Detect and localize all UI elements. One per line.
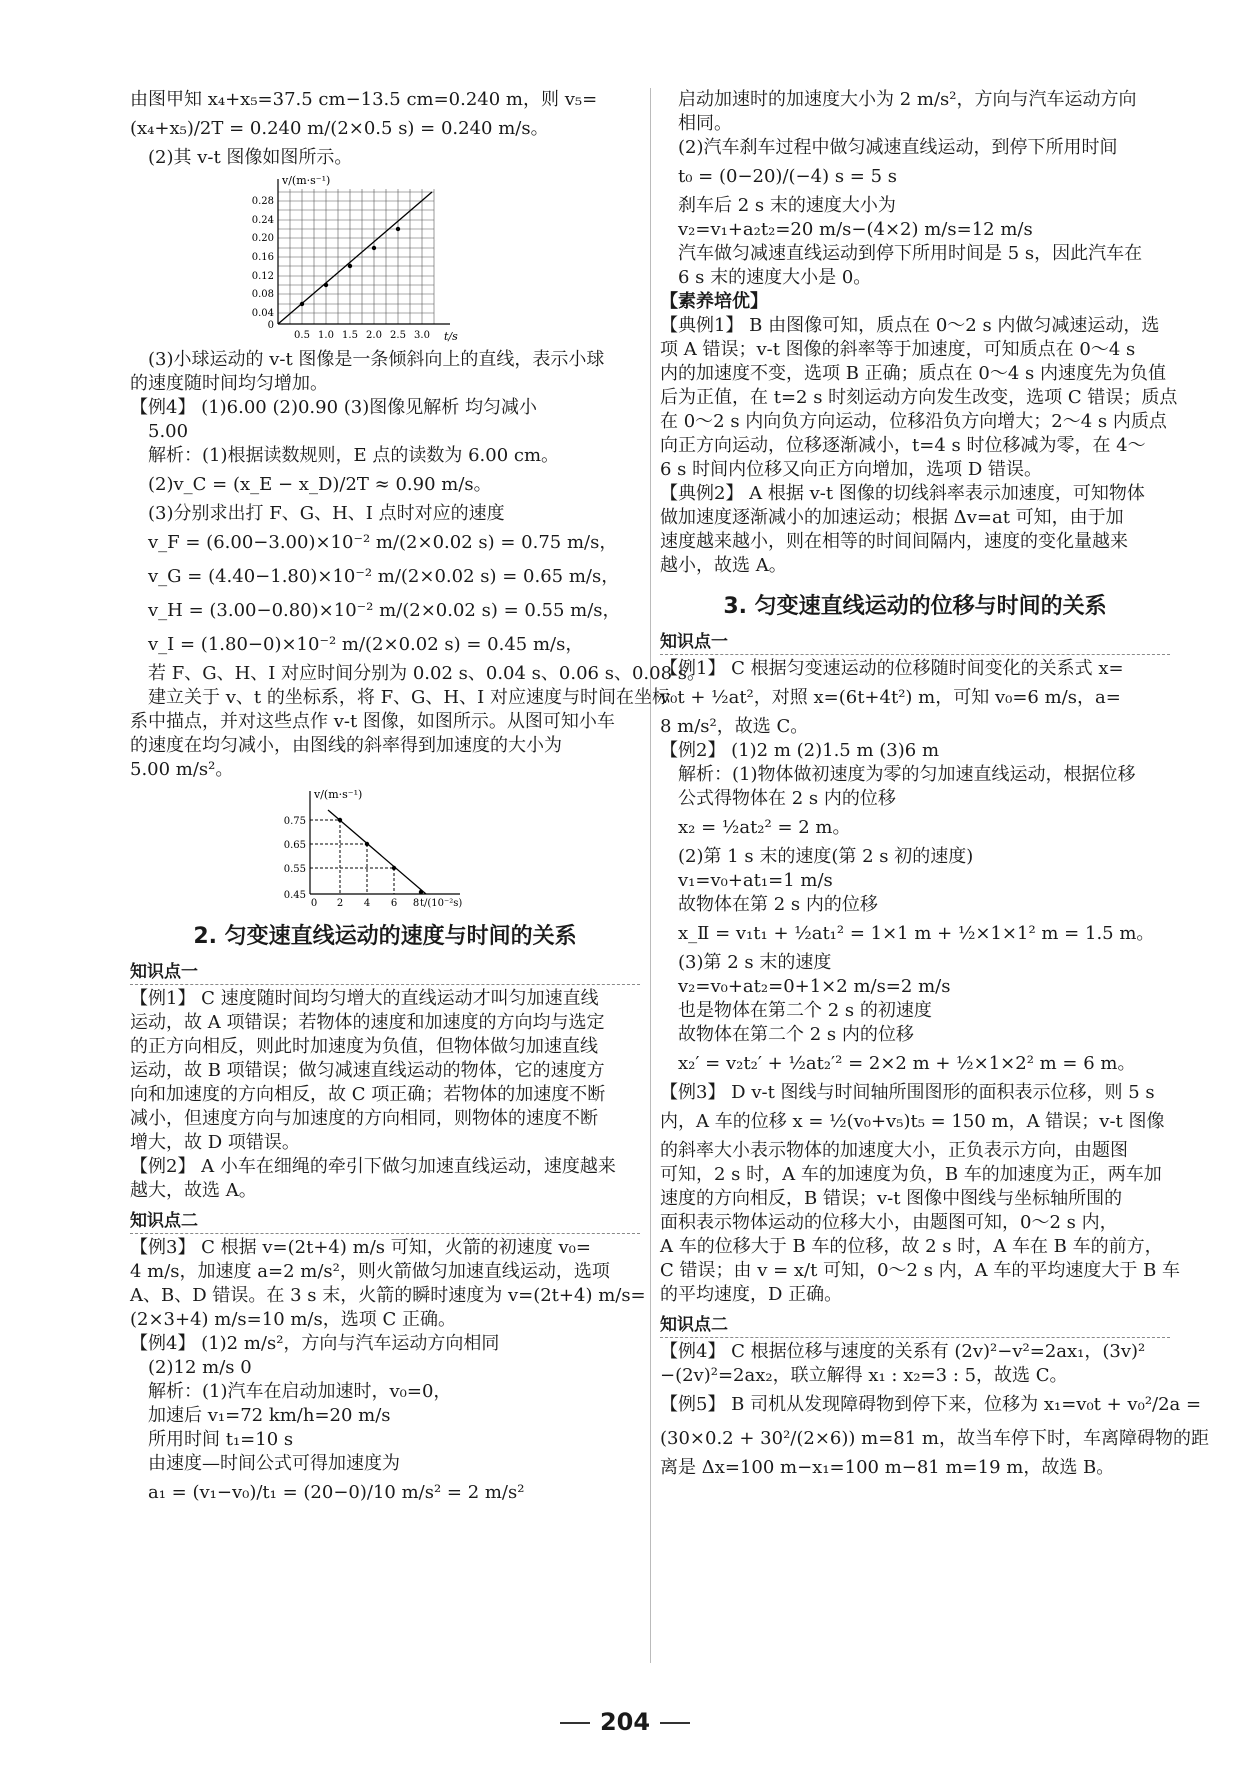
text-line: 启动加速时的加速度大小为 2 m/s²，方向与汽车运动方向 [678, 89, 1137, 110]
text-line: v_I = (1.80−0)×10⁻² m/(2×0.02 s) = 0.45 m/s， [148, 634, 584, 655]
text-line: A 车的位移大于 B 车的位移，故 2 s 时，A 车在 B 车的前方， [660, 1236, 1163, 1257]
text-line: 可知，2 s 时，A 车的加速度为负，B 车的加速度为正，两车加 [660, 1164, 1162, 1185]
text-line: v_H = (3.00−0.80)×10⁻² m/(2×0.02 s) = 0.55 m/s， [148, 600, 621, 621]
text-line: A、B、D 错误。在 3 s 末，火箭的瞬时速度为 v=(2t+4) m/s= [130, 1285, 646, 1306]
text-line: x_Ⅱ = v₁t₁ + ½at₁² = 1×1 m + ½×1×1² m = 1.5 m。 [678, 923, 1155, 944]
text-line: 面积表示物体运动的位移大小，由题图可知，0～2 s 内， [660, 1212, 1118, 1233]
y-tick: 0.65 [283, 840, 306, 851]
vt-graph-increasing [250, 174, 510, 344]
text-line: 由图甲知 x₄+x₅=37.5 cm−13.5 cm=0.240 m，则 v₅= [130, 89, 598, 110]
x-tick: 6 [390, 898, 398, 909]
y-tick: 0.55 [283, 864, 306, 875]
text-line: 增大，故 D 项错误。 [130, 1132, 300, 1153]
y-tick: 0.45 [283, 890, 306, 901]
text-line: 运动，故 A 项错误；若物体的速度和加速度的方向均与选定 [130, 1012, 605, 1033]
example-line: 【例4】 (1)6.00 (2)0.90 (3)图像见解析 均匀减小 [130, 397, 537, 418]
text-line: 向正方向运动，位移逐渐减小，t=4 s 时位移减为零，在 4～ [660, 435, 1146, 456]
vt-graph-decreasing [270, 786, 480, 908]
text-line: (2)汽车刹车过程中做匀减速直线运动，到停下所用时间 [678, 137, 1118, 158]
text-line: 汽车做匀减速直线运动到停下所用时间是 5 s，因此汽车在 [678, 243, 1143, 264]
text-line: v₂=v₀+at₂=0+1×2 m/s=2 m/s [678, 976, 951, 997]
text-line: 故物体在第二个 2 s 内的位移 [678, 1024, 914, 1045]
text-line: 8 m/s²，故选 C。 [660, 716, 809, 737]
text-line: (3)第 2 s 末的速度 [678, 952, 832, 973]
example-line: 【例2】 (1)2 m (2)1.5 m (3)6 m [660, 740, 940, 761]
text-line: (2)其 v-t 图像如图所示。 [148, 147, 353, 168]
y-tick: 0.75 [283, 816, 306, 827]
text-line: 故物体在第 2 s 内的位移 [678, 894, 878, 915]
text-line: 6 s 末的速度大小是 0。 [678, 267, 872, 288]
x-axis-label: t/(10⁻²s) [420, 898, 463, 909]
text-line: 的斜率大小表示物体的加速度大小，正负表示方向，由题图 [660, 1140, 1128, 1161]
data-point [372, 246, 376, 250]
y-tick: 0.20 [251, 233, 274, 244]
x-tick: 2 [336, 898, 344, 909]
left-column [130, 88, 705, 1510]
text-line: 解析：(1)根据读数规则，E 点的读数为 6.00 cm。 [148, 445, 560, 466]
page-number-dash [560, 1722, 590, 1724]
y-tick: 0.16 [251, 252, 274, 263]
text-line: 在 0～2 s 内向负方向运动，位移沿负方向增大；2～4 s 内质点 [660, 411, 1167, 432]
data-point [419, 890, 423, 894]
text-line: (2×3+4) m/s=10 m/s，选项 C 正确。 [130, 1309, 456, 1330]
example-line: 【例1】 C 根据匀变速运动的位移随时间变化的关系式 x= [660, 658, 1124, 679]
x-tick: 2.0 [366, 330, 382, 341]
text-line: 内，A 车的位移 x = ½(v₀+v₅)t₅ = 150 m，A 错误；v-t 图像 [660, 1111, 1165, 1132]
x-tick: 3.0 [414, 330, 430, 341]
section-title: 2. 匀变速直线运动的速度与时间的关系 [193, 924, 577, 949]
section-title: 3. 匀变速直线运动的位移与时间的关系 [723, 594, 1107, 619]
y-tick: 0.08 [251, 289, 274, 300]
text-line: (2)第 1 s 末的速度(第 2 s 初的速度) [678, 846, 974, 867]
text-line: 离是 Δx=100 m−x₁=100 m−81 m=19 m，故选 B。 [660, 1457, 1115, 1478]
example-line: 【例5】 B 司机从发现障碍物到停下来，位移为 x₁=v₀t + v₀²/2a = [660, 1394, 1202, 1415]
text-line: v_F = (6.00−3.00)×10⁻² m/(2×0.02 s) = 0.75 m/s， [148, 532, 618, 553]
text-line: (30×0.2 + 30²/(2×6)) m=81 m，故当车停下时，车离障碍物的距 [660, 1428, 1209, 1449]
text-line: (3)分别求出打 F、G、H、I 点时对应的速度 [148, 503, 505, 524]
data-point [300, 302, 304, 306]
example-line: 【例4】 C 根据位移与速度的关系有 (2v)²−v²=2ax₁，(3v)² [660, 1341, 1146, 1362]
text-line: x₂′ = v₂t₂′ + ½at₂′² = 2×2 m + ½×1×2² m = 6 m。 [678, 1053, 1136, 1074]
right-column [660, 88, 1209, 1480]
text-line: 做加速度逐渐减小的加速运动；根据 Δv=at 可知，由于加 [660, 507, 1124, 528]
data-point [348, 264, 352, 268]
data-point [396, 227, 400, 231]
x-tick: 1.5 [342, 330, 358, 341]
knowledge-point-heading: 知识点一 [660, 630, 1170, 655]
page-number-text: 204 [599, 1708, 651, 1736]
text-line: x₂ = ½at₂² = 2 m。 [678, 817, 851, 838]
data-point [324, 283, 328, 287]
knowledge-point-heading: 知识点一 [130, 960, 640, 985]
data-line [328, 810, 426, 894]
text-line: (2)12 m/s 0 [148, 1357, 252, 1378]
text-line: 运动，故 B 项错误；做匀减速直线运动的物体，它的速度方 [130, 1060, 605, 1081]
example-line: 【例1】 C 速度随时间均匀增大的直线运动才叫匀加速直线 [130, 988, 599, 1009]
text-line: (3)小球运动的 v-t 图像是一条倾斜向上的直线，表示小球 [148, 349, 605, 370]
text-line: 越大，故选 A。 [130, 1180, 257, 1201]
y-tick: 0 [267, 320, 274, 331]
text-line: (x₄+x₅)/2T = 0.240 m/(2×0.5 s) = 0.240 m/s。 [130, 118, 549, 139]
text-line: 公式得物体在 2 s 内的位移 [678, 788, 896, 809]
text-line: 的速度随时间均匀增加。 [130, 373, 328, 394]
y-axis-label: v/(m·s⁻¹) [282, 174, 331, 187]
text-line: 相同。 [678, 113, 732, 134]
section-tag: 【素养培优】 [660, 291, 768, 312]
example-line: 【例4】 (1)2 m/s²，方向与汽车运动方向相同 [130, 1333, 500, 1354]
example-line: 【例3】 D v-t 图线与时间轴所围图形的面积表示位移，则 5 s [660, 1082, 1155, 1103]
text-line: 所用时间 t₁=10 s [148, 1429, 294, 1450]
text-line: 4 m/s，加速度 a=2 m/s²，则火箭做匀加速直线运动，选项 [130, 1261, 610, 1282]
page-number-dash [660, 1722, 690, 1724]
x-tick: 0.5 [294, 330, 310, 341]
text-line: 若 F、G、H、I 对应时间分别为 0.02 s、0.04 s、0.06 s、0.08 s。 [148, 663, 705, 684]
text-line: 后为正值，在 t=2 s 时刻运动方向发生改变，选项 C 错误；质点 [660, 387, 1178, 408]
text-line: 速度的方向相反，B 错误；v-t 图像中图线与坐标轴所围的 [660, 1188, 1123, 1209]
text-line: 5.00 m/s²。 [130, 759, 234, 780]
text-line: 减小，但速度方向与加速度的方向相同，则物体的速度不断 [130, 1108, 598, 1129]
text-line: t₀ = (0−20)/(−4) s = 5 s [678, 166, 897, 187]
text-line: 的平均速度，D 正确。 [660, 1284, 843, 1305]
text-line: 解析：(1)汽车在启动加速时，v₀=0， [148, 1381, 452, 1402]
text-line: 6 s 时间内位移又向正方向增加，选项 D 错误。 [660, 459, 1043, 480]
text-line: 由速度—时间公式可得加速度为 [148, 1453, 400, 1474]
y-tick: 0.24 [251, 215, 274, 226]
text-line: 内的加速度不变，选项 B 正确；质点在 0～4 s 内速度先为负值 [660, 363, 1166, 384]
text-line: 速度越来越小，则在相等的时间间隔内，速度的变化量越来 [660, 531, 1128, 552]
data-point [365, 842, 369, 846]
page-number [0, 1708, 1250, 1736]
text-line: 刹车后 2 s 末的速度大小为 [678, 195, 896, 216]
x-tick: 0 [310, 898, 318, 909]
text-line: 也是物体在第二个 2 s 的初速度 [678, 1000, 932, 1021]
y-tick: 0.04 [251, 308, 274, 319]
text-line: v_G = (4.40−1.80)×10⁻² m/(2×0.02 s) = 0.65 m/s， [148, 566, 620, 587]
x-tick: 4 [363, 898, 371, 909]
knowledge-point-heading: 知识点二 [660, 1313, 1170, 1338]
text-line: 建立关于 v、t 的坐标系，将 F、G、H、I 对应速度与时间在坐标 [148, 687, 670, 708]
knowledge-point-heading: 知识点二 [130, 1209, 640, 1234]
text-line: a₁ = (v₁−v₀)/t₁ = (20−0)/10 m/s² = 2 m/s² [148, 1482, 525, 1503]
example-line: 【例2】 A 小车在细绳的牵引下做匀加速直线运动，速度越来 [130, 1156, 616, 1177]
x-tick: 8 [412, 898, 420, 909]
example-line: 【典例2】 A 根据 v-t 图像的切线斜率表示加速度，可知物体 [660, 483, 1145, 504]
x-axis-label: t/s [444, 330, 458, 343]
x-tick: 2.5 [390, 330, 406, 341]
data-point [338, 818, 342, 822]
text-line: 向和加速度的方向相反，故 C 项正确；若物体的加速度不断 [130, 1084, 606, 1105]
text-line: 的正方向相反，则此时加速度为负值，但物体做匀加速直线 [130, 1036, 598, 1057]
y-axis-label: v/(m·s⁻¹) [314, 788, 363, 801]
text-line: 加速后 v₁=72 km/h=20 m/s [148, 1405, 391, 1426]
text-line: v₀t + ½at²，对照 x=(6t+4t²) m，可知 v₀=6 m/s，a= [660, 687, 1121, 708]
text-line: 的速度在均匀减小，由图线的斜率得到加速度的大小为 [130, 735, 562, 756]
text-line: 解析：(1)物体做初速度为零的匀加速直线运动，根据位移 [678, 764, 1136, 785]
text-line: (2)v_C = (x_E − x_D)/2T ≈ 0.90 m/s。 [148, 474, 492, 495]
text-line: v₁=v₀+at₁=1 m/s [678, 870, 833, 891]
text-line: 系中描点，并对这些点作 v-t 图像，如图所示。从图可知小车 [130, 711, 615, 732]
y-tick: 0.12 [251, 271, 274, 282]
text-line: −(2v)²=2ax₂，联立解得 x₁ : x₂=3 : 5，故选 C。 [660, 1365, 1068, 1386]
x-tick: 1.0 [318, 330, 334, 341]
example-line: 【例3】 C 根据 v=(2t+4) m/s 可知，火箭的初速度 v₀= [130, 1237, 591, 1258]
text-line: 越小，故选 A。 [660, 555, 787, 576]
data-point [392, 866, 396, 870]
text-line: C 错误；由 v = x/t 可知，0～2 s 内，A 车的平均速度大于 B 车 [660, 1260, 1181, 1281]
column-divider [650, 88, 651, 1663]
y-tick: 0.28 [251, 196, 274, 207]
text-line: 项 A 错误；v-t 图像的斜率等于加速度，可知质点在 0～4 s [660, 339, 1136, 360]
text-line: v₂=v₁+a₂t₂=20 m/s−(4×2) m/s=12 m/s [678, 219, 1033, 240]
example-line: 【典例1】 B 由图像可知，质点在 0～2 s 内做匀减速运动，选 [660, 315, 1160, 336]
text-line: 5.00 [148, 421, 189, 442]
